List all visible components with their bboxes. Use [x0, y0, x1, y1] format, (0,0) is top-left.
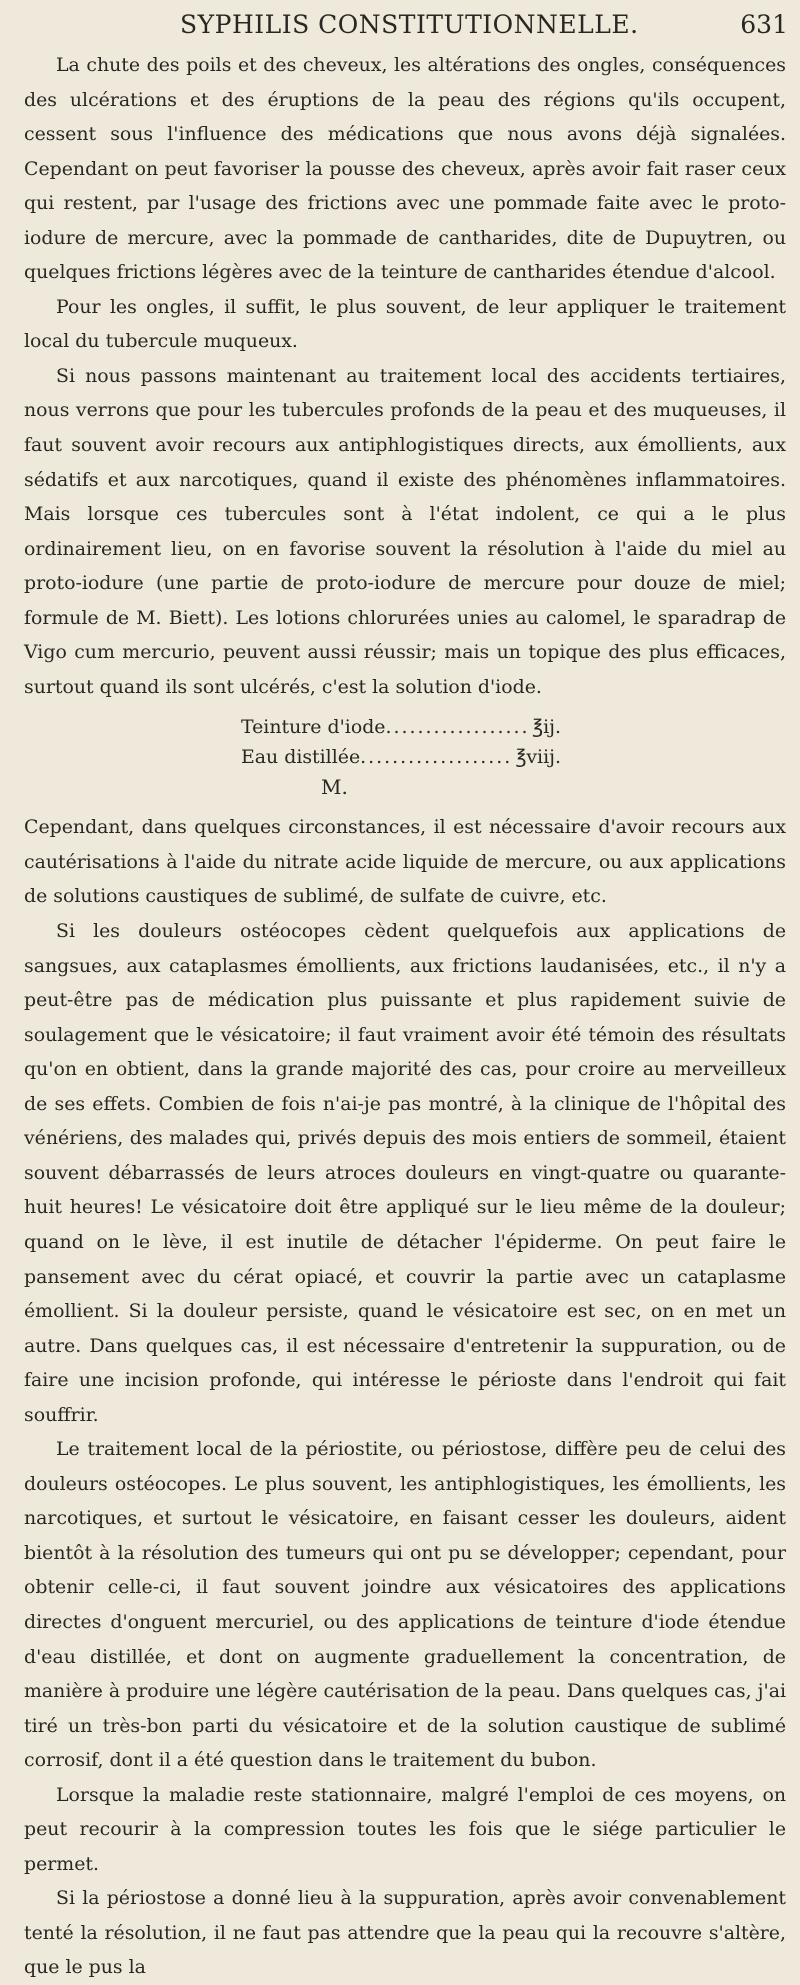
paragraph-cauterization: Cependant, dans quelques circonstances, il est nécessaire d'avoir recours aux cautérisations à l'aide du nitrate acide liquide de mercure, ou aux applications de solutions caustiques de sublimé, de sulfate de cuivre, etc. [24, 816, 786, 908]
formula-quantity: ℥ij. [532, 716, 561, 739]
body-text [24, 48, 786, 1985]
page-header [0, 10, 800, 44]
paragraph-nails: Pour les ongles, il suffit, le plus souvent, de leur appliquer le traitement local du tubercule muqueux. [24, 295, 786, 353]
formula-line [241, 742, 561, 772]
paragraph-hair-nails: La chute des poils et des cheveux, les altérations des ongles, conséquences des ulcérations et des éruptions de la peau des régions qu'ils occupent, cessent sous l'influence des médications que nous avons déjà signalées. Cependant on peut favoriser la pousse des cheveux, après avoir fait raser ceux qui restent, par l'usage des frictions avec une pommade faite avec le proto-iodure de mercure, avec la pommade de cantharides, dite de Dupuytren, ou quelques frictions légères avec de la teinture de cantharides étendue d'alcool. [24, 54, 786, 284]
formula-line [241, 712, 561, 742]
formula-signature: M. [321, 775, 348, 800]
paragraph-compression: Lorsque la maladie reste stationnaire, malgré l'emploi de ces moyens, on peut recourir à la compression toutes les fois que le siége particulier le permet. [24, 1783, 786, 1875]
formula-ingredient: Teinture d'iode [241, 716, 386, 739]
formula-leader-dots [360, 742, 509, 772]
formula-leader-dots [385, 712, 526, 742]
page-number: 631 [740, 10, 788, 39]
iodine-formula [241, 712, 561, 802]
paragraph-periostitis: Le traitement local de la périostite, ou périostose, diffère peu de celui des douleurs ostéocopes. Le plus souvent, les antiphlogistiques, les émollients, les narcotiques, et surtout le vésicatoire, en faisant cesser les douleurs, aident bientôt à la résolution des tumeurs qui ont pu se développer; cependant, pour obtenir celle-ci, il faut souvent joindre aux vésicatoires des applications directes d'onguent mercuriel, ou des applications de teinture d'iode étendue d'eau distillée, et dont on augmente graduellement la concentration, de manière à produire une légère cautérisation de la peau. Dans quelques cas, j'ai tiré un très-bon parti du vésicatoire et de la solution caustique de sublimé corrosif, dont il a été question dans le traitement du bubon. [24, 1438, 786, 1772]
formula-quantity: ℥viij. [515, 746, 561, 769]
paragraph-suppuration: Si la périostose a donné lieu à la suppuration, après avoir convenablement tenté la résolution, il ne faut pas attendre que la peau qui la recouvre s'altère, que le pus la [24, 1887, 786, 1979]
paragraph-tertiary-treatment: Si nous passons maintenant au traitement local des accidents tertiaires, nous verrons que pour les tubercules profonds de la peau et des muqueuses, il faut souvent avoir recours aux antiphlogistiques directs, aux émollients, aux sédatifs et aux narcotiques, quand il existe des phénomènes inflammatoires. Mais lorsque ces tubercules sont à l'état indolent, ce qui a le plus ordinairement lieu, on en favorise souvent la résolution à l'aide du miel au proto-iodure (une partie de proto-iodure de mercure pour douze de miel; formule de M. Biett). Les lotions chlorurées unies au calomel, le sparadrap de Vigo cum mercurio, peuvent aussi réussir; mais un topique des plus efficaces, surtout quand ils sont ulcérés, c'est la solution d'iode. [24, 364, 786, 698]
formula-ingredient: Eau distillée [241, 746, 361, 769]
running-title: SYPHILIS CONSTITUTIONNELLE. [180, 10, 639, 39]
paragraph-osteocopic-pain: Si les douleurs ostéocopes cèdent quelquefois aux applications de sangsues, aux cataplasmes émollients, aux frictions laudanisées, etc., il n'y a peut-être pas de médication plus puissante et plus rapidement suivie de soulagement que le vésicatoire; il faut vraiment avoir été témoin des résultats qu'on en obtient, dans la grande majorité des cas, pour croire au merveilleux de ses effets. Combien de fois n'ai-je pas montré, à la clinique de l'hôpital des vénériens, des malades qui, privés depuis des mois entiers de sommeil, étaient souvent débarrassés de leurs atroces douleurs en vingt-quatre ou quarante-huit heures! Le vésicatoire doit être appliqué sur le lieu même de la douleur; quand on le lève, il est inutile de détacher l'épiderme. On peut faire le pansement avec du cérat opiacé, et couvrir la partie avec un cataplasme émollient. Si la douleur persiste, quand le vésicatoire est sec, on en met un autre. Dans quelques cas, il est nécessaire d'entretenir la suppuration, ou de faire une incision profonde, qui intéresse le périoste dans l'endroit qui fait souffrir. [24, 920, 786, 1426]
